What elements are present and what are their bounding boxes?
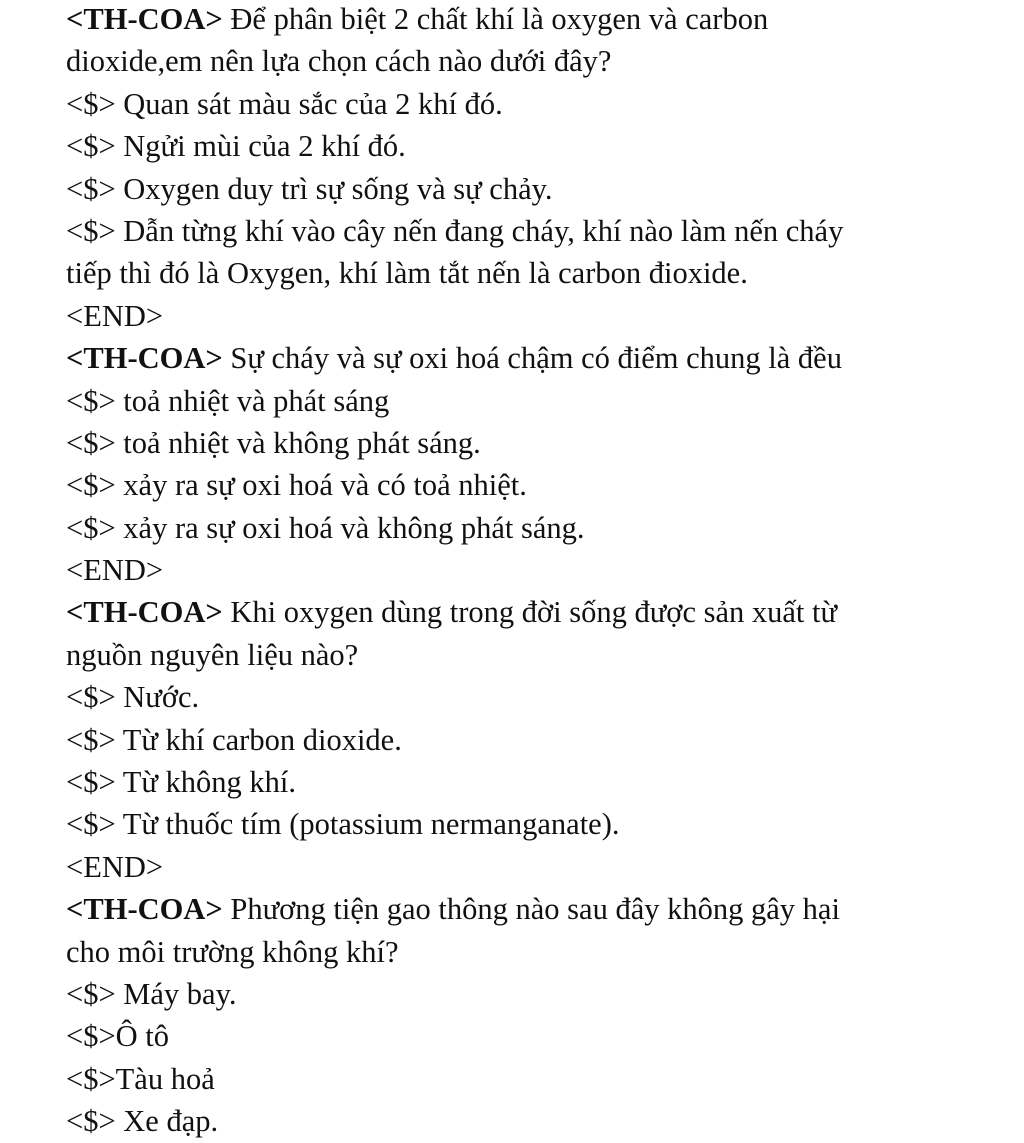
- answer-option: <$>Ô tô: [66, 1019, 170, 1054]
- question-stem-line: dioxide,em nên lựa chọn cách nào dưới đây?: [66, 44, 612, 79]
- question-text: Phương tiện gao thông nào sau đây không gây hại: [222, 892, 840, 927]
- answer-option: <$> Từ khí carbon dioxide.: [66, 722, 402, 757]
- end-marker: <END>: [66, 553, 164, 588]
- question-tag: <TH-COA>: [66, 341, 223, 376]
- answer-option: <$> toả nhiệt và không phát sáng.: [66, 425, 481, 460]
- document-body: [66, 0, 1006, 1143]
- question-stem-line: [66, 337, 1006, 379]
- answer-option: <$> xảy ra sự oxi hoá và có toả nhiệt.: [66, 468, 527, 503]
- answer-option: <$> toả nhiệt và phát sáng: [66, 383, 390, 418]
- question-stem-line: [66, 0, 1006, 40]
- answer-option: <$> Ngửi mùi của 2 khí đó.: [66, 129, 406, 164]
- answer-option: <$> Máy bay.: [66, 976, 237, 1011]
- question-text: Để phân biệt 2 chất khí là oxygen và carbon: [222, 2, 769, 36]
- answer-option: <$>Tàu hoả: [66, 1061, 215, 1096]
- answer-option-continuation: tiếp thì đó là Oxygen, khí làm tắt nến là carbon đioxide.: [66, 256, 748, 291]
- end-marker: <END>: [66, 849, 164, 884]
- answer-option: <$> Oxygen duy trì sự sống và sự chảy.: [66, 171, 553, 206]
- answer-option: <$> Từ không khí.: [66, 765, 296, 800]
- question-block: [66, 0, 1006, 337]
- question-block: [66, 888, 1006, 1142]
- question-tag: <TH-COA>: [66, 892, 223, 927]
- answer-option: <$> Dẫn từng khí vào cây nến đang cháy, khí nào làm nến cháy: [66, 213, 844, 248]
- question-text: Khi oxygen dùng trong đời sống được sản xuất từ: [222, 595, 838, 630]
- question-stem-line: [66, 888, 1006, 930]
- answer-option: <$> xảy ra sự oxi hoá và không phát sáng.: [66, 510, 585, 545]
- question-stem-line: nguồn nguyên liệu nào?: [66, 637, 359, 672]
- question-tag: <TH-COA>: [66, 2, 223, 36]
- end-marker: <END>: [66, 298, 164, 333]
- question-stem-line: cho môi trường không khí?: [66, 934, 399, 969]
- answer-option: <$> Quan sát màu sắc của 2 khí đó.: [66, 86, 503, 121]
- question-stem-line: [66, 591, 1006, 633]
- question-text: Sự cháy và sự oxi hoá chậm có điểm chung là đều: [222, 341, 842, 376]
- answer-option: <$> Từ thuốc tím (potassium nermanganate).: [66, 807, 620, 842]
- question-block: [66, 337, 1006, 591]
- answer-option: <$> Xe đạp.: [66, 1104, 219, 1139]
- question-tag: <TH-COA>: [66, 595, 223, 630]
- question-block: [66, 591, 1006, 888]
- answer-option: <$> Nước.: [66, 680, 200, 715]
